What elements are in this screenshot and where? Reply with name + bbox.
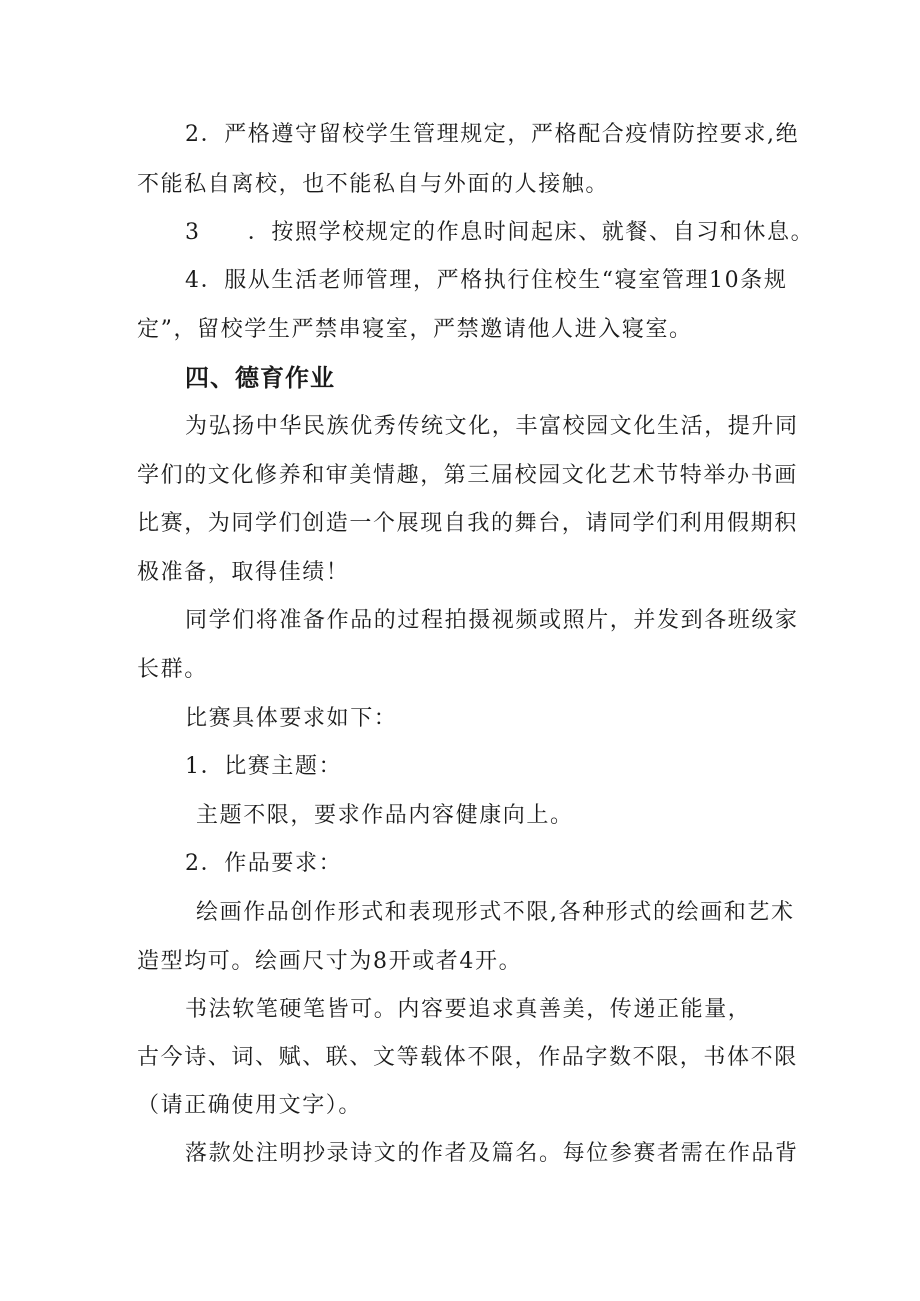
requirement-1-title: 1．比赛主题：: [185, 754, 343, 779]
calligraphy-line3: （请正确使用文字）。: [137, 1093, 363, 1118]
intro-line1: 为弘扬中华民族优秀传统文化，丰富校园文化生活，提升同: [185, 414, 799, 439]
rule-item-4-line2: 定”，留校学生严禁串寝室，严禁邀请他人进入寝室。: [137, 317, 693, 342]
painting-line1: 绘画作品创作形式和表现形式不限,各种形式的绘画和艺术: [196, 900, 795, 925]
intro-line4: 极准备，取得佳绩！: [137, 560, 350, 585]
video-line1: 同学们将准备作品的过程拍摄视频或照片，并发到各班级家: [185, 608, 799, 633]
intro-line2: 学们的文化修养和审美情趣，第三届校园文化艺术节特举办书画: [137, 463, 798, 488]
intro-line3: 比赛，为同学们创造一个展现自我的舞台，请同学们利用假期积: [137, 511, 798, 536]
calligraphy-line2: 古今诗、词、赋、联、文等载体不限，作品字数不限，书体不限: [137, 1045, 798, 1070]
calligraphy-line1: 书法软笔硬笔皆可。内容要追求真善美，传递正能量，: [185, 997, 752, 1022]
section-heading: 四、德育作业: [185, 364, 335, 392]
requirements-intro: 比赛具体要求如下：: [185, 706, 398, 731]
requirement-2-title: 2．作品要求：: [185, 851, 343, 876]
rule-item-2-line1: 2．严格遵守留校学生管理规定，严格配合疫情防控要求,绝: [185, 122, 800, 147]
requirement-1-body: 主题不限，要求作品内容健康向上。: [196, 803, 574, 828]
rule-item-4-line1: 4．服从生活老师管理，严格执行住校生“寝室管理10条规: [185, 268, 788, 293]
signature-line1: 落款处注明抄录诗文的作者及篇名。每位参赛者需在作品背: [185, 1141, 799, 1166]
rule-item-3: 3 ．按照学校规定的作息时间起床、就餐、自习和休息。: [185, 220, 815, 245]
rule-item-2-line2: 不能私自离校，也不能私自与外面的人接触。: [137, 172, 610, 197]
painting-line2: 造型均可。绘画尺寸为8开或者4开。: [137, 949, 523, 974]
video-line2: 长群。: [137, 657, 208, 682]
